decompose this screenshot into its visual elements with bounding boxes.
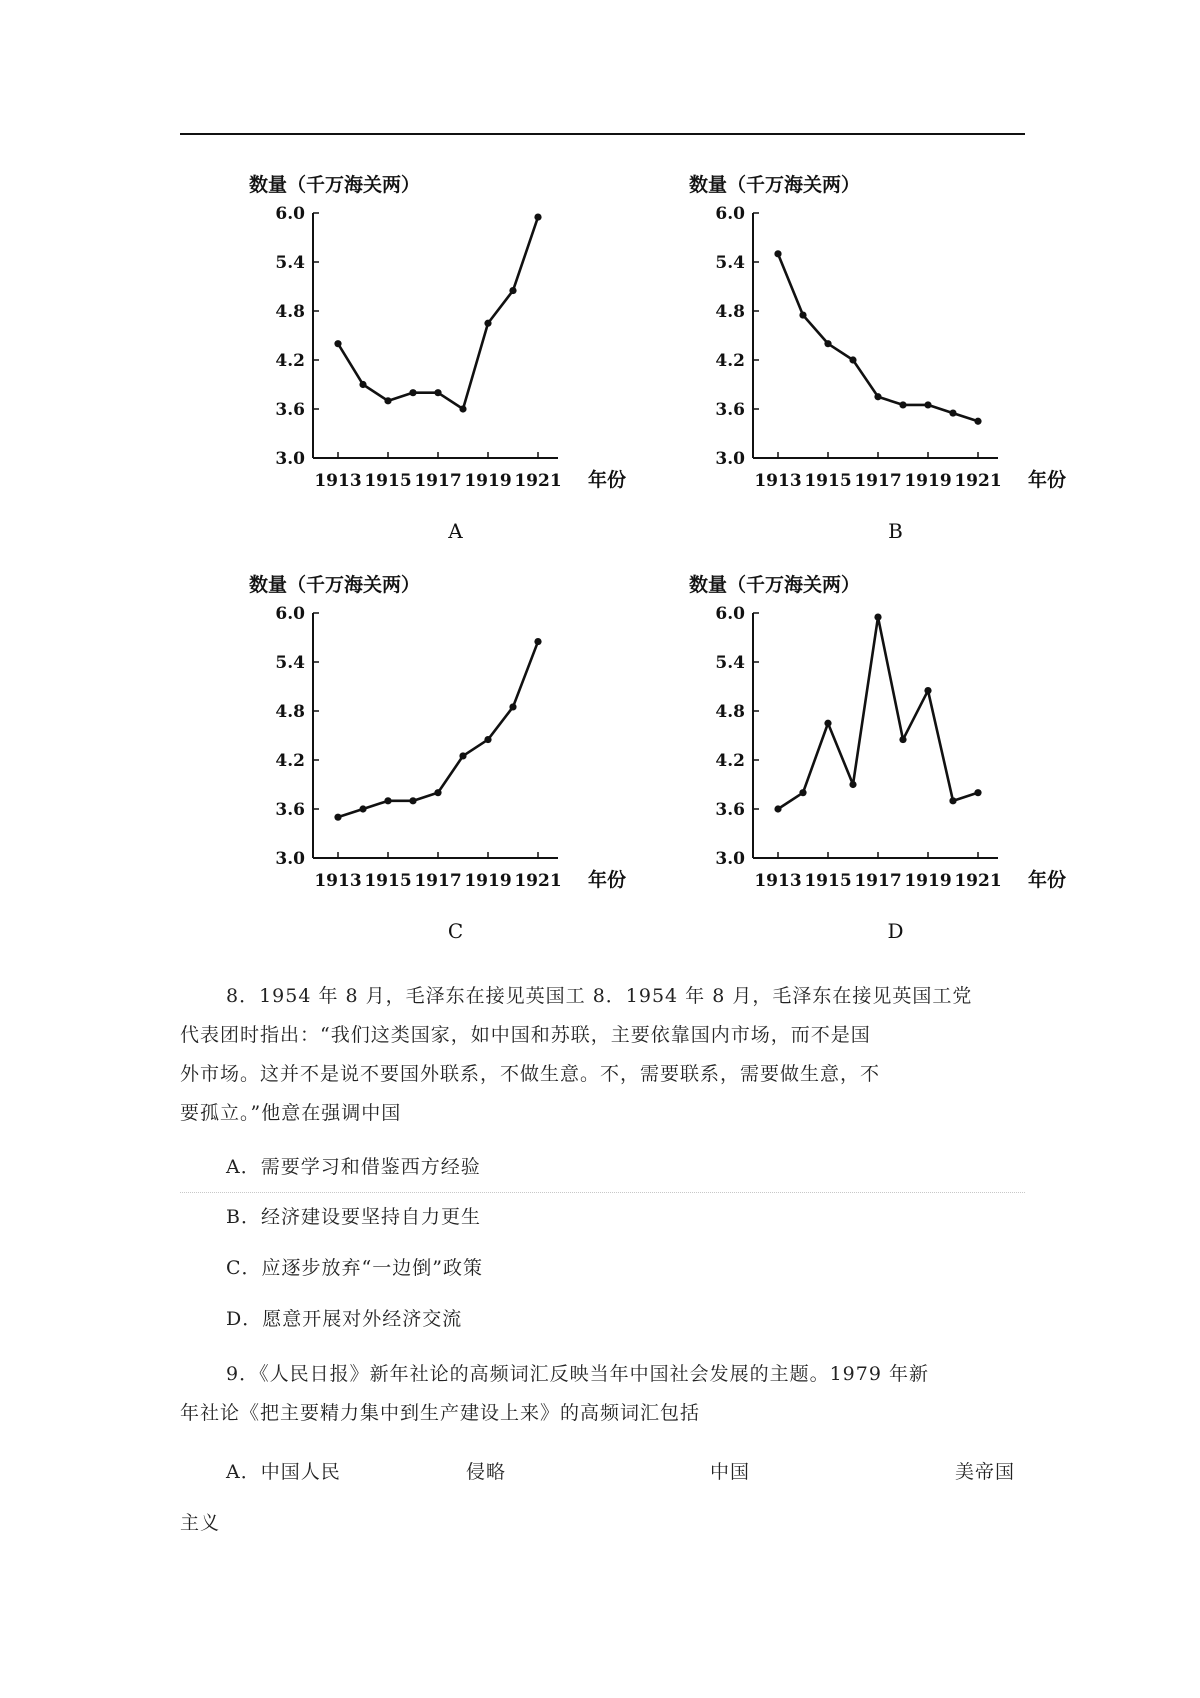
- x-tick-label: 1913: [754, 471, 802, 491]
- data-point: [874, 393, 881, 400]
- y-tick-label: 3.0: [275, 449, 305, 469]
- data-point: [949, 409, 956, 416]
- x-tick-label: 1913: [754, 871, 802, 891]
- data-point: [949, 797, 956, 804]
- data-point: [384, 397, 391, 404]
- x-tick-label: 1921: [514, 871, 562, 891]
- dotted-divider: [180, 1192, 1025, 1193]
- x-tick-label: 1915: [804, 471, 852, 491]
- q9-line2: 年社论《把主要精力集中到生产建设上来》的高频词汇包括: [180, 1402, 701, 1424]
- data-point: [874, 613, 881, 620]
- data-point: [774, 805, 781, 812]
- chart-letter: B: [888, 519, 903, 543]
- chart-letter: A: [448, 519, 463, 543]
- data-point: [534, 638, 541, 645]
- y-tick-label: 5.4: [275, 653, 305, 673]
- y-axis-title: 数量（千万海关两）: [249, 174, 421, 196]
- y-tick-label: 4.2: [715, 751, 745, 771]
- chart-letter: D: [887, 919, 904, 943]
- q8-line4: 要孤立。”他意在强调中国: [180, 1102, 402, 1124]
- data-point: [849, 356, 856, 363]
- data-point: [434, 389, 441, 396]
- y-tick-label: 3.0: [715, 449, 745, 469]
- data-point: [799, 789, 806, 796]
- chart-a-svg: [248, 168, 688, 548]
- chart-d: [688, 568, 1128, 952]
- q9-line1: 9．《人民日报》新年社论的高频词汇反映当年中国社会发展的主题。1979 年新: [226, 1363, 929, 1385]
- data-point: [384, 797, 391, 804]
- data-point: [974, 789, 981, 796]
- q9-option-a-label: A．中国人民: [226, 1461, 341, 1483]
- data-point: [484, 320, 491, 327]
- data-point: [484, 736, 491, 743]
- y-tick-label: 4.2: [275, 351, 305, 371]
- x-tick-label: 1921: [514, 471, 562, 491]
- y-tick-label: 4.8: [275, 302, 305, 322]
- x-tick-label: 1915: [804, 871, 852, 891]
- q8-line3: 外市场。这并不是说不要国外联系，不做生意。不，需要联系，需要做生意，不: [180, 1063, 881, 1085]
- chart-letter: C: [447, 919, 464, 943]
- y-tick-label: 5.4: [275, 253, 305, 273]
- data-point: [849, 781, 856, 788]
- chart-a: [248, 168, 688, 552]
- x-axis-unit: 年份: [588, 469, 627, 491]
- data-point: [924, 687, 931, 694]
- x-tick-label: 1919: [904, 871, 952, 891]
- q8-line1: 8．1954 年 8 月，毛泽东在接见英国工 8．1954 年 8 月，毛泽东在接见英国工党: [226, 985, 973, 1007]
- x-tick-label: 1915: [364, 471, 412, 491]
- y-tick-label: 3.6: [275, 800, 305, 820]
- q8-option-b: B．经济建设要坚持自力更生: [226, 1206, 481, 1228]
- q8-option-d: D．愿意开展对外经济交流: [226, 1308, 463, 1330]
- x-tick-label: 1919: [464, 471, 512, 491]
- x-axis-unit: 年份: [588, 869, 627, 891]
- data-point: [334, 340, 341, 347]
- data-point: [409, 797, 416, 804]
- data-point: [359, 805, 366, 812]
- q8-line2: 代表团时指出：“我们这类国家，如中国和苏联，主要依靠国内市场，而不是国: [180, 1024, 871, 1046]
- chart-b-svg: [688, 168, 1128, 548]
- q8-option-c: C．应逐步放弃“一边倒”政策: [226, 1257, 483, 1279]
- q8-option-a: A．需要学习和借鉴西方经验: [226, 1156, 481, 1178]
- chart-d-svg: [688, 568, 1128, 948]
- y-tick-label: 6.0: [715, 204, 745, 224]
- q9-option-a-word3: 美帝国: [955, 1461, 1016, 1483]
- y-tick-label: 3.0: [275, 849, 305, 869]
- data-point: [359, 381, 366, 388]
- x-tick-label: 1919: [464, 871, 512, 891]
- q9-option-a-word4: 主义: [180, 1512, 221, 1534]
- data-point: [434, 789, 441, 796]
- y-axis-title: 数量（千万海关两）: [689, 574, 861, 596]
- y-tick-label: 6.0: [715, 604, 745, 624]
- data-point: [459, 752, 466, 759]
- y-tick-label: 4.8: [715, 302, 745, 322]
- data-point: [899, 736, 906, 743]
- q9-option-a-word2: 中国: [710, 1461, 751, 1483]
- data-point: [924, 401, 931, 408]
- y-tick-label: 4.2: [715, 351, 745, 371]
- x-tick-label: 1913: [314, 871, 362, 891]
- y-axis-title: 数量（千万海关两）: [249, 574, 421, 596]
- data-point: [799, 311, 806, 318]
- y-tick-label: 3.6: [715, 400, 745, 420]
- y-tick-label: 5.4: [715, 253, 745, 273]
- x-tick-label: 1921: [954, 471, 1002, 491]
- x-tick-label: 1917: [414, 471, 462, 491]
- data-point: [534, 213, 541, 220]
- data-point: [824, 340, 831, 347]
- q9-option-a-word1: 侵略: [466, 1461, 507, 1483]
- x-tick-label: 1917: [854, 471, 902, 491]
- x-tick-label: 1921: [954, 871, 1002, 891]
- chart-c-svg: [248, 568, 688, 948]
- data-point: [459, 405, 466, 412]
- y-tick-label: 3.0: [715, 849, 745, 869]
- x-tick-label: 1917: [854, 871, 902, 891]
- data-point: [824, 720, 831, 727]
- y-tick-label: 3.6: [275, 400, 305, 420]
- x-axis-unit: 年份: [1028, 469, 1067, 491]
- data-point: [509, 703, 516, 710]
- y-tick-label: 6.0: [275, 204, 305, 224]
- top-rule: [180, 133, 1025, 135]
- series-line: [338, 217, 538, 409]
- data-point: [509, 287, 516, 294]
- x-tick-label: 1913: [314, 471, 362, 491]
- data-point: [409, 389, 416, 396]
- y-tick-label: 4.8: [715, 702, 745, 722]
- x-tick-label: 1917: [414, 871, 462, 891]
- y-tick-label: 4.2: [275, 751, 305, 771]
- x-axis-unit: 年份: [1028, 869, 1067, 891]
- data-point: [334, 814, 341, 821]
- series-line: [778, 617, 978, 809]
- chart-c: [248, 568, 688, 952]
- y-tick-label: 4.8: [275, 702, 305, 722]
- data-point: [899, 401, 906, 408]
- x-tick-label: 1919: [904, 471, 952, 491]
- y-tick-label: 5.4: [715, 653, 745, 673]
- y-tick-label: 6.0: [275, 604, 305, 624]
- y-axis-title: 数量（千万海关两）: [689, 174, 861, 196]
- x-tick-label: 1915: [364, 871, 412, 891]
- chart-b: [688, 168, 1128, 552]
- y-tick-label: 3.6: [715, 800, 745, 820]
- data-point: [974, 418, 981, 425]
- data-point: [774, 250, 781, 257]
